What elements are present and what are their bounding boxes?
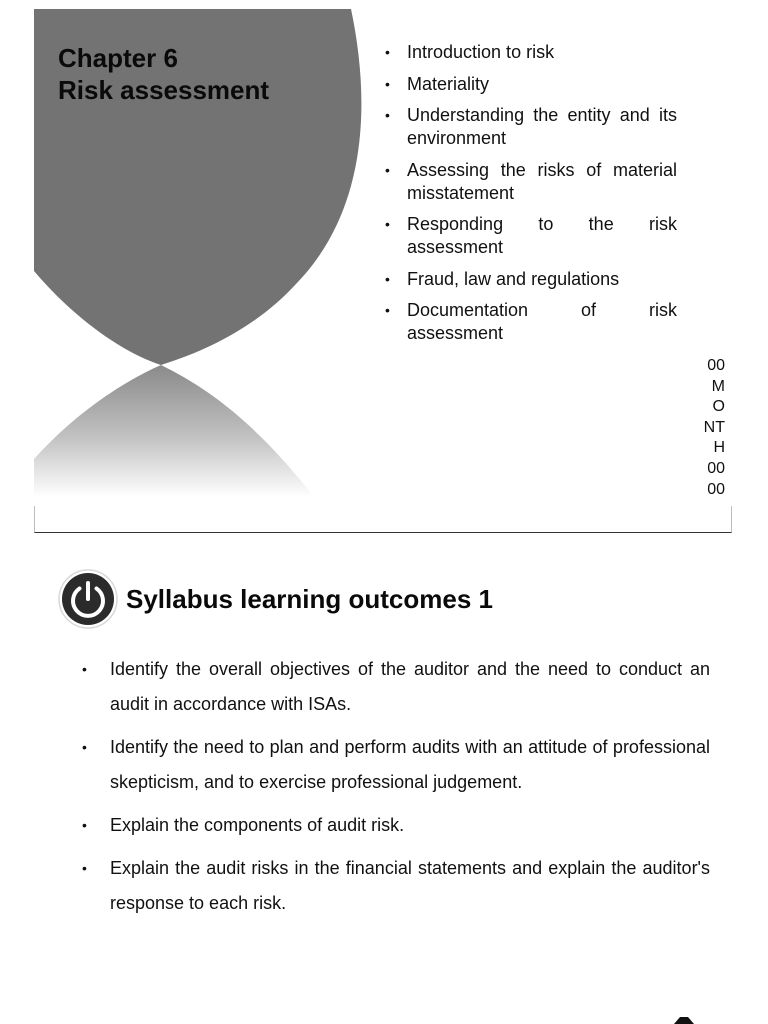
month-stack	[704, 356, 725, 500]
month-stack-line: H	[713, 439, 725, 457]
syllabus-header	[58, 569, 493, 629]
month-stack-line: 00	[707, 357, 725, 374]
topic-item: • Understanding the entity and its environment	[384, 104, 677, 150]
outcome-item: • Identify the need to plan and perform audits with an attitude of professional skepticism, and to exercise professional judgement.	[82, 730, 710, 800]
chapter-number: Chapter 6	[58, 43, 178, 73]
chapter-name: Risk assessment	[58, 75, 270, 105]
topic-item: • Documentation of risk assessment	[384, 299, 677, 345]
topic-item: • Responding to the risk assessment	[384, 213, 677, 259]
chapter-title	[58, 42, 269, 106]
topic-item: • Introduction to risk	[384, 41, 677, 64]
month-stack-line: 00	[707, 459, 725, 477]
month-stack-line: 00	[707, 480, 725, 498]
learning-outcomes-list	[82, 652, 710, 929]
hourglass-lower-shape	[34, 365, 314, 497]
corner-triangle-mark	[668, 1016, 700, 1024]
topic-item: • Assessing the risks of material misstatement	[384, 159, 677, 205]
outcome-item: • Explain the audit risks in the financial statements and explain the auditor's response to each risk.	[82, 851, 710, 921]
power-icon	[58, 569, 118, 629]
syllabus-title: Syllabus learning outcomes 1	[126, 583, 493, 614]
topic-item: • Materiality	[384, 73, 677, 96]
chapter-topics-list	[384, 41, 677, 354]
topic-item: • Fraud, law and regulations	[384, 268, 677, 291]
outcome-item: • Explain the components of audit risk.	[82, 808, 710, 843]
outcome-item: • Identify the overall objectives of the auditor and the need to conduct an audit in accordance with ISAs.	[82, 652, 710, 722]
month-stack-line: NT	[703, 418, 725, 436]
month-stack-line: O	[712, 398, 725, 416]
month-stack-line: M	[711, 377, 725, 395]
